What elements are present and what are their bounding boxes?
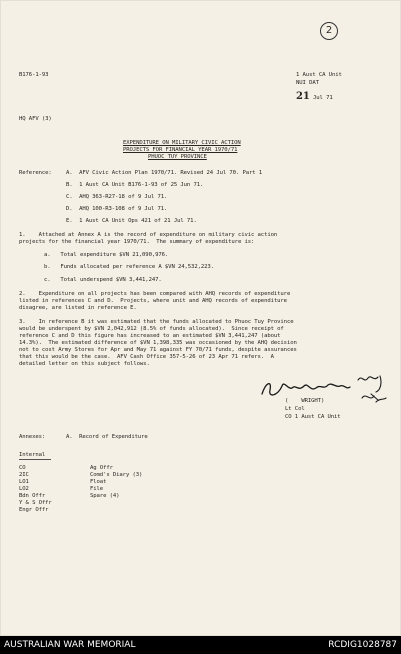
distribution-item: Spare (4) <box>90 493 120 499</box>
para1-item: c. Total underspend $VN 3,441,247. <box>44 277 162 283</box>
para3-line: reference C and D this figure has increased to an estimated $VN 3,441,247 (about <box>19 333 281 339</box>
distribution-item: Float <box>90 479 107 485</box>
date-month: Jul 71 <box>313 95 333 101</box>
para2-line: disagree, are listed in reference E. <box>19 305 137 311</box>
page-number: 2 <box>320 22 338 40</box>
distribution-item: 2IC <box>19 472 29 478</box>
letter-date <box>296 92 333 102</box>
annexes-label: Annexes: <box>19 434 46 440</box>
distribution-item: Ag Offr <box>90 465 113 471</box>
distribution-underline <box>19 459 51 460</box>
distribution-item: Comd's Diary (3) <box>90 472 143 478</box>
para3-line: 3. In reference B it was estimated that the funds allocated to Phuoc Tuy Province <box>19 319 294 325</box>
para2-line: 2. Expenditure on all projects has been compared with AHQ records of expenditure <box>19 291 291 297</box>
reference-item: D. AHQ 100-R3-108 of 9 Jul 71. <box>66 206 168 212</box>
para3-line: would be underspent by $VN 2,042,912 (8.5% of funds allocated). Since receipt of <box>19 326 284 332</box>
reference-item: A. AFV Civic Action Plan 1970/71. Revised 24 Jul 70. Part 1 <box>66 170 263 176</box>
para1-item: a. Total expenditure $VN 21,090,976. <box>44 252 169 258</box>
archive-footer <box>0 636 401 654</box>
addressee: HQ AFV (3) <box>19 116 52 122</box>
reference-item: E. 1 Aust CA Unit Ops 421 of 21 Jul 71. <box>66 218 197 224</box>
para1-line: 1. Attached at Annex A is the record of expenditure on military civic action <box>19 232 278 238</box>
signatory-appointment: CO 1 Aust CA Unit <box>285 414 341 420</box>
reference-item: C. AHQ 363-R27-18 of 9 Jul 71. <box>66 194 168 200</box>
distribution-item: Engr Offr <box>19 507 49 513</box>
archive-record-id: RCDIG1028787 <box>328 640 397 650</box>
distribution-item: Y & S Offr <box>19 500 52 506</box>
archive-name: AUSTRALIAN WAR MEMORIAL <box>4 640 136 650</box>
reference-item: B. 1 Aust CA Unit B176-1-93 of 25 Jun 71. <box>66 182 204 188</box>
para1-item: b. Funds allocated per reference A $VN 24,532,223. <box>44 264 214 270</box>
para1-line: projects for the financial year 1970/71. The summary of expenditure is: <box>19 239 255 245</box>
distribution-item: File <box>90 486 104 492</box>
title-line-3: PHUOC TUY PROVINCE <box>148 154 207 160</box>
distribution-item: CO <box>19 465 26 471</box>
signatory-name: ( WRIGHT) <box>285 398 325 404</box>
signatory-rank: Lt Col <box>285 406 305 412</box>
para2-line: listed in references C and D. Projects, where unit and AHQ records of expenditure <box>19 298 287 304</box>
title-line-2: PROJECTS FOR FINANCIAL YEAR 1970/71 <box>123 147 238 153</box>
annex-item: A. Record of Expenditure <box>66 434 148 440</box>
para3-line: that this would be the case. AFV Cash Office 357-5-26 of 23 Apr 71 refers. A <box>19 354 274 360</box>
para3-line: not to cost Army Stores for Apr and May 71 against FY 70/71 funds, despite assurances <box>19 347 297 353</box>
para3-line: 14.3%). The estimated difference of $VN 1,398,335 was occasioned by the AHQ decision <box>19 340 297 346</box>
sender-location: NUI DAT <box>296 80 319 86</box>
distribution-item: Bdn Offr <box>19 493 46 499</box>
file-reference: B176-1-93 <box>19 72 49 78</box>
reference-label: Reference: <box>19 170 52 176</box>
distribution-item: LO1 <box>19 479 29 485</box>
date-day: 21 <box>296 91 310 102</box>
sender-unit: 1 Aust CA Unit <box>296 72 342 78</box>
title-line-1: EXPENDITURE ON MILITARY CIVIC ACTION <box>123 140 241 146</box>
distribution-item: LO2 <box>19 486 29 492</box>
distribution-heading: Internal <box>19 452 46 458</box>
para3-line: detailed letter on this subject follows. <box>19 361 150 367</box>
